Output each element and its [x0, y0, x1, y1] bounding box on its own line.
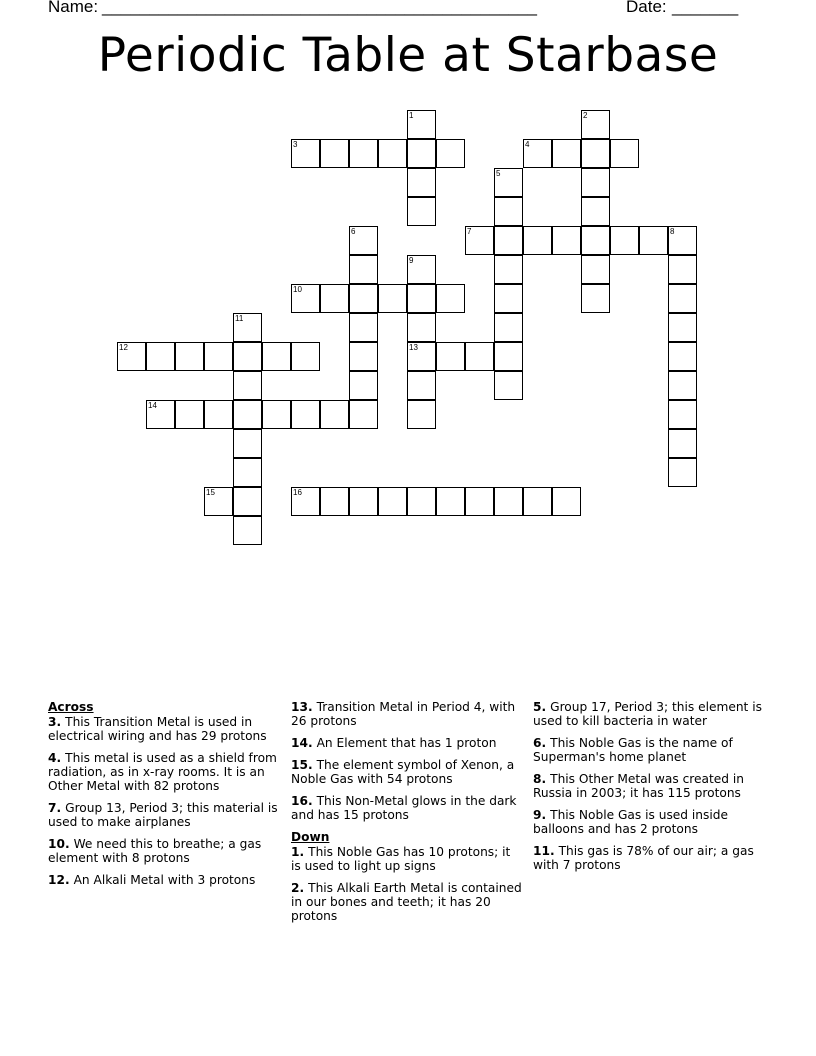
grid-cell[interactable] — [233, 342, 262, 371]
grid-cell[interactable] — [407, 371, 436, 400]
grid-cell[interactable] — [233, 487, 262, 516]
clue-item-text: We need this to breathe; a gas element with 8 protons — [48, 837, 262, 865]
grid-cell[interactable] — [233, 313, 262, 342]
grid-cell[interactable] — [668, 226, 697, 255]
grid-cell[interactable] — [494, 284, 523, 313]
grid-cell[interactable] — [407, 139, 436, 168]
grid-cell[interactable] — [291, 400, 320, 429]
clue-item-number: 7. — [48, 801, 62, 815]
clue-item-number: 5. — [533, 700, 547, 714]
grid-cell[interactable] — [581, 168, 610, 197]
clue-section-heading: Across — [48, 700, 94, 714]
grid-cell[interactable] — [668, 400, 697, 429]
grid-cell[interactable] — [523, 139, 552, 168]
grid-cell[interactable] — [668, 255, 697, 284]
clue-item-text: This Noble Gas is the name of Superman's home planet — [533, 736, 733, 764]
clue-item — [533, 808, 765, 836]
clue-number: 7 — [467, 227, 472, 236]
grid-cell[interactable] — [378, 139, 407, 168]
grid-cell[interactable] — [465, 226, 494, 255]
grid-cell[interactable] — [552, 226, 581, 255]
clue-item-number: 9. — [533, 808, 547, 822]
clue-number: 11 — [235, 314, 244, 323]
grid-cell[interactable] — [668, 371, 697, 400]
clue-item-text: An Alkali Metal with 3 protons — [73, 873, 256, 887]
grid-cell[interactable] — [581, 226, 610, 255]
clue-item — [291, 794, 523, 822]
grid-cell[interactable] — [262, 400, 291, 429]
clue-item-number: 14. — [291, 736, 313, 750]
grid-cell[interactable] — [436, 487, 465, 516]
grid-cell[interactable] — [407, 197, 436, 226]
grid-cell[interactable] — [610, 226, 639, 255]
clue-item-number: 13. — [291, 700, 313, 714]
clue-item-text: This Transition Metal is used in electrical wiring and has 29 protons — [48, 715, 267, 743]
clue-item-text: This Alkali Earth Metal is contained in our bones and teeth; it has 20 protons — [291, 881, 522, 923]
clue-item — [291, 736, 523, 750]
clue-item-text: The element symbol of Xenon, a Noble Gas with 54 protons — [291, 758, 515, 786]
grid-cell[interactable] — [233, 429, 262, 458]
grid-cell[interactable] — [320, 400, 349, 429]
grid-cell[interactable] — [349, 342, 378, 371]
clue-item-text: This gas is 78% of our air; a gas with 7 protons — [533, 844, 754, 872]
grid-cell[interactable] — [320, 284, 349, 313]
grid-cell[interactable] — [494, 255, 523, 284]
grid-cell[interactable] — [407, 110, 436, 139]
grid-cell[interactable] — [552, 487, 581, 516]
grid-cell[interactable] — [320, 139, 349, 168]
clue-item — [48, 801, 280, 829]
grid-cell[interactable] — [233, 371, 262, 400]
date-line[interactable]: _______ — [672, 0, 739, 16]
grid-cell[interactable] — [436, 139, 465, 168]
clue-item — [533, 736, 765, 764]
grid-cell[interactable] — [349, 313, 378, 342]
clue-number: 14 — [148, 401, 157, 410]
clue-item — [533, 700, 765, 728]
grid-cell[interactable] — [233, 516, 262, 545]
clue-number: 5 — [496, 169, 501, 178]
grid-cell[interactable] — [378, 487, 407, 516]
clue-number: 16 — [293, 488, 302, 497]
grid-cell[interactable] — [494, 487, 523, 516]
grid-cell[interactable] — [262, 342, 291, 371]
clue-item-text: This Non-Metal glows in the dark and has 15 protons — [291, 794, 517, 822]
grid-cell[interactable] — [349, 139, 378, 168]
grid-cell[interactable] — [465, 342, 494, 371]
clue-item-number: 4. — [48, 751, 62, 765]
grid-cell[interactable] — [407, 313, 436, 342]
clue-item-text: This Noble Gas has 10 protons; it is used to light up signs — [291, 845, 511, 873]
clue-section-heading: Down — [291, 830, 330, 844]
clue-number: 9 — [409, 256, 414, 265]
grid-cell[interactable] — [494, 371, 523, 400]
grid-cell[interactable] — [668, 342, 697, 371]
clue-item — [291, 845, 523, 873]
grid-cell[interactable] — [407, 487, 436, 516]
grid-cell[interactable] — [291, 342, 320, 371]
grid-cell[interactable] — [378, 284, 407, 313]
clue-item-text: This Noble Gas is used inside balloons and has 2 protons — [533, 808, 728, 836]
clue-item-number: 16. — [291, 794, 313, 808]
grid-cell[interactable] — [407, 284, 436, 313]
clue-item-text: An Element that has 1 proton — [316, 736, 497, 750]
clue-item — [533, 772, 765, 800]
clue-item — [291, 881, 523, 923]
grid-cell[interactable] — [233, 400, 262, 429]
clue-item-text: Group 13, Period 3; this material is used to make airplanes — [48, 801, 278, 829]
grid-cell[interactable] — [349, 400, 378, 429]
grid-cell[interactable] — [407, 255, 436, 284]
grid-cell[interactable] — [581, 139, 610, 168]
clue-item-text: Transition Metal in Period 4, with 26 protons — [291, 700, 516, 728]
grid-cell[interactable] — [175, 342, 204, 371]
clue-item-text: Group 17, Period 3; this element is used to kill bacteria in water — [533, 700, 762, 728]
grid-cell[interactable] — [581, 110, 610, 139]
clue-item-number: 12. — [48, 873, 70, 887]
grid-cell[interactable] — [349, 284, 378, 313]
clue-number: 1 — [409, 111, 414, 120]
clue-item — [533, 844, 765, 872]
clue-item — [48, 837, 280, 865]
clue-number: 12 — [119, 343, 128, 352]
grid-cell[interactable] — [610, 139, 639, 168]
grid-cell[interactable] — [668, 284, 697, 313]
clue-number: 6 — [351, 227, 356, 236]
clue-item-number: 2. — [291, 881, 305, 895]
grid-cell[interactable] — [407, 342, 436, 371]
grid-cell[interactable] — [581, 255, 610, 284]
grid-cell[interactable] — [291, 487, 320, 516]
grid-cell[interactable] — [494, 168, 523, 197]
clue-number: 10 — [293, 285, 302, 294]
grid-cell[interactable] — [349, 226, 378, 255]
grid-cell[interactable] — [668, 313, 697, 342]
clue-number: 2 — [583, 111, 588, 120]
clue-item-text: This Other Metal was created in Russia in 2003; it has 115 protons — [533, 772, 744, 800]
clue-item-number: 11. — [533, 844, 555, 858]
clue-number: 3 — [293, 140, 298, 149]
clue-item-number: 10. — [48, 837, 70, 851]
clue-item-number: 15. — [291, 758, 313, 772]
grid-cell[interactable] — [639, 226, 668, 255]
clue-item — [291, 700, 523, 728]
grid-cell[interactable] — [494, 226, 523, 255]
grid-cell[interactable] — [552, 139, 581, 168]
grid-cell[interactable] — [407, 400, 436, 429]
grid-cell[interactable] — [117, 342, 146, 371]
grid-cell[interactable] — [581, 197, 610, 226]
page-title: Periodic Table at Starbase — [97, 28, 719, 83]
clue-item-number: 1. — [291, 845, 305, 859]
clue-number: 15 — [206, 488, 215, 497]
grid-cell[interactable] — [494, 313, 523, 342]
clue-item-number: 8. — [533, 772, 547, 786]
grid-cell[interactable] — [175, 400, 204, 429]
grid-cell[interactable] — [204, 487, 233, 516]
clue-number: 4 — [525, 140, 530, 149]
grid-cell[interactable] — [291, 284, 320, 313]
grid-cell[interactable] — [349, 371, 378, 400]
grid-cell[interactable] — [204, 342, 233, 371]
clue-item — [48, 873, 280, 887]
grid-cell[interactable] — [523, 487, 552, 516]
grid-cell[interactable] — [320, 487, 349, 516]
grid-cell[interactable] — [291, 139, 320, 168]
clue-item-number: 6. — [533, 736, 547, 750]
grid-cell[interactable] — [465, 487, 494, 516]
clue-number: 8 — [670, 227, 675, 236]
grid-cell[interactable] — [233, 458, 262, 487]
grid-cell[interactable] — [436, 284, 465, 313]
clues-column-2 — [291, 700, 523, 931]
grid-cell[interactable] — [668, 458, 697, 487]
grid-cell[interactable] — [407, 168, 436, 197]
clue-item — [291, 758, 523, 786]
grid-cell[interactable] — [668, 429, 697, 458]
clue-item — [48, 751, 280, 793]
grid-cell[interactable] — [349, 255, 378, 284]
grid-cell[interactable] — [581, 284, 610, 313]
name-line[interactable]: ______________________________________________ — [102, 0, 537, 16]
name-label: Name: — [48, 0, 99, 16]
grid-cell[interactable] — [436, 342, 465, 371]
grid-cell[interactable] — [146, 400, 175, 429]
grid-cell[interactable] — [349, 487, 378, 516]
grid-cell[interactable] — [523, 226, 552, 255]
clue-item-text: This metal is used as a shield from radiation, as in x-ray rooms. It is an Other Metal with 82 protons — [48, 751, 277, 793]
clue-item — [48, 715, 280, 743]
date-label: Date: — [626, 0, 667, 16]
clues-column-1 — [48, 700, 280, 895]
grid-cell[interactable] — [146, 342, 175, 371]
grid-cell[interactable] — [204, 400, 233, 429]
clue-item-number: 3. — [48, 715, 62, 729]
grid-cell[interactable] — [494, 342, 523, 371]
clue-number: 13 — [409, 343, 418, 352]
grid-cell[interactable] — [494, 197, 523, 226]
clues-column-3 — [533, 700, 765, 880]
